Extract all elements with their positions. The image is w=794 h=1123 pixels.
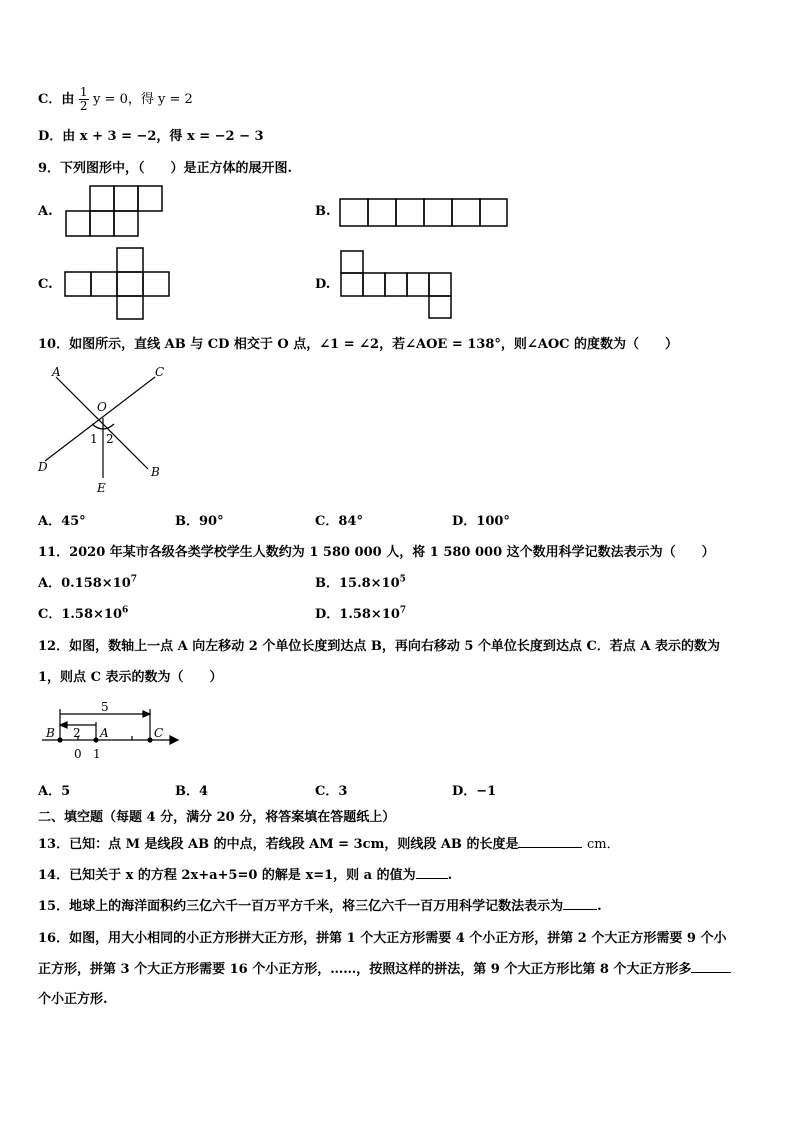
label-angle-2: 2: [106, 432, 114, 446]
label-five: 5: [101, 700, 109, 714]
label-angle-1: 1: [90, 432, 98, 446]
q9-label-d: D.: [315, 277, 331, 292]
q12-option-d: D．−1: [452, 784, 497, 799]
q9-label-b: B.: [315, 204, 331, 219]
q9-stem: 9．下列图形中，（ ）是正方体的展开图.: [38, 161, 293, 176]
q15-answer-blank[interactable]: [563, 897, 597, 910]
q11-stem: 11．2020 年某市各级各类学校学生人数约为 1 580 000 人，将 1 580 000 这个数用科学记数法表示为（ ）: [38, 545, 715, 560]
q14: 14．已知关于 x 的方程 2x+a+5=0 的解是 x=1，则 a 的值为 .: [38, 868, 453, 883]
label-zero: 0: [74, 747, 82, 761]
q8-option-d: D．由 x + 3 = −2，得 x = −2 − 3: [38, 129, 264, 144]
q16-answer-blank[interactable]: [691, 960, 731, 973]
section-heading: 二、填空题（每题 4 分，满分 20 分，将答案填在答题纸上）: [38, 810, 396, 825]
label-b: B: [151, 465, 160, 479]
q15: 15．地球上的海洋面积约三亿六千一百万平方千米，将三亿六千一百万用科学记数法表示为 .: [38, 899, 602, 914]
label-c: C: [154, 726, 164, 740]
q9-label-a: A.: [38, 204, 53, 219]
q10-option-c: C．84°: [315, 514, 363, 529]
label-d: D: [38, 460, 48, 474]
label-two: 2: [73, 726, 81, 740]
label-c: C: [155, 365, 165, 379]
q12-option-c: C．3: [315, 784, 348, 799]
q10-option-a: A．45°: [38, 514, 86, 529]
q9-label-c: C.: [38, 277, 53, 292]
q11-option-b: B．$15.8\times 10^5$: [315, 574, 406, 591]
label-a: A: [100, 726, 109, 740]
q12-stem-line2: 1，则点 C 表示的数为（ ）: [38, 670, 223, 685]
q8-option-c: C．由 $\frac{1}{2}$ y = 0，得 y = 2: [38, 85, 193, 113]
q12-option-b: B．4: [175, 784, 209, 799]
q11-option-a: A．$0.158\times 10^7$: [38, 574, 138, 591]
label-o: O: [97, 400, 107, 414]
label-a: A: [52, 365, 61, 379]
label-one: 1: [93, 747, 101, 761]
q13: 13．已知：点 M 是线段 AB 的中点，若线段 AM = 3cm，则线段 AB 的长度是 cm．: [38, 837, 620, 852]
q16-line2: 正方形，拼第 3 个大正方形需要 16 个小正方形，……，按照这样的拼法，第 9 个大正方形比第 8 个大正方形多: [38, 958, 731, 977]
q16-line1: 16．如图，用大小相同的小正方形拼大正方形，拼第 1 个大正方形需要 4 个小正方形，拼第 2 个大正方形需要 9 个小: [38, 931, 727, 946]
q12-option-a: A．5: [38, 784, 71, 799]
q12-stem-line1: 12．如图，数轴上一点 A 向左移动 2 个单位长度到达点 B，再向右移动 5 个单位长度到达点 C．若点 A 表示的数为: [38, 639, 720, 654]
q10-option-d: D．100°: [452, 514, 510, 529]
label-e: E: [97, 481, 106, 495]
q16-line3: 个小正方形.: [38, 992, 108, 1007]
q11-option-d: D．$1.58\times 10^7$: [315, 605, 407, 622]
label-b: B: [46, 726, 55, 740]
q10-option-b: B．90°: [175, 514, 224, 529]
q11-option-c: C．$1.58\times 10^6$: [38, 605, 129, 622]
fraction-one-half: $\frac{1}{2}$: [79, 85, 88, 113]
q14-answer-blank[interactable]: [416, 866, 448, 879]
q10-stem: 10．如图所示，直线 AB 与 CD 相交于 O 点，∠1 = ∠2，若∠AOE = 138°，则∠AOC 的度数为（ ）: [38, 337, 679, 352]
q13-answer-blank[interactable]: [518, 835, 582, 848]
